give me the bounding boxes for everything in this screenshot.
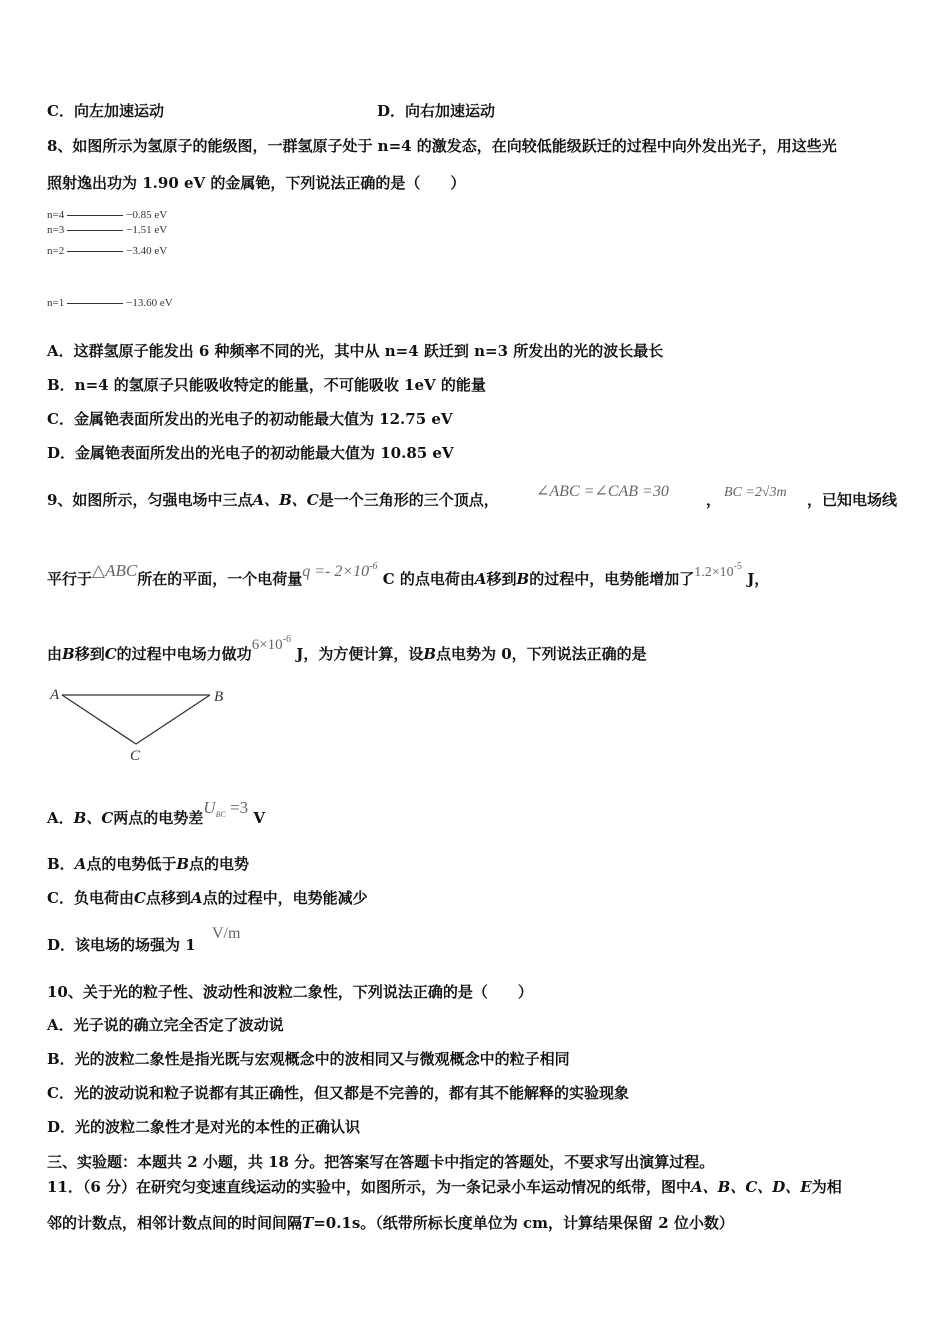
q9-text: 移到 [486,570,517,588]
q8-stem-line1: 8、如图所示为氢原子的能级图，一群氢原子处于 n=4 的激发态，在向较低能级跃迁的过程中向外发出光子，用这些光 [47,137,837,155]
field-unit-text: V/m [212,925,241,942]
q9-option-d: D．该电场的场强为 1 [47,936,196,954]
q11-text: 11．（6 分）在研究匀变速直线运动的实验中，如图所示，为一条记录小车运动情况的纸带，图中 [47,1178,692,1196]
angle-expression: ∠ABC =∠CAB =30 [536,483,669,500]
triangle-expression: △ABC [92,561,138,580]
section-heading: 三、实验题：本题共 2 小题，共 18 分。把答案写在答题卡中指定的答题处，不要求写出演算过程。 [47,1153,715,1171]
bc-expression: BC =2√3m [724,485,787,500]
energy-level-2 [47,245,167,257]
q9-text: J， [741,570,770,588]
point-a: A [190,889,203,907]
q9-comma: ， [706,491,722,509]
bc-formula [724,481,787,504]
q9-option-b [47,853,249,875]
q9-text: 移到 [74,645,105,663]
q8-option-a: A．这群氢原子能发出 6 种频率不同的光，其中从 n=4 跃迁到 n=3 所发出的光的波长最长 [47,342,664,360]
vertex-c-label: C [130,748,141,764]
level-line [67,251,123,252]
q9-text: 是一个三角形的三个顶点， [318,491,499,509]
work-exponent: -6 [282,634,291,645]
point-b: B [62,645,75,663]
q11-stem-line1 [47,1176,842,1198]
q8-option-b: B．n=4 的氢原子只能吸收特定的能量，不可能吸收 1eV 的能量 [47,376,486,394]
q11-text: =0.1s。（纸带所标长度单位为 cm，计算结果保留 2 位小数） [313,1214,734,1232]
energy-formula [694,561,742,580]
voltage-symbol: U [203,798,216,817]
q9-text: 平行于 [47,570,93,588]
q9-text: C 的点电荷由 [377,570,475,588]
option-text: 两点的电势差 [113,809,204,827]
q9-points: A、B、C [252,491,319,509]
level-label: n=3 [47,224,65,236]
option-text: 点移到 [145,889,191,907]
q9-text: 的过程中，电势能增加了 [529,570,695,588]
q11-text: 邻的计数点，相邻计数点间的时间间隔 [47,1214,303,1232]
voltage-value: =3 [225,798,249,817]
option-prefix: C．负电荷由 [47,889,134,907]
q9-text: 由 [47,645,63,663]
q11-stem-line2 [47,1212,734,1234]
level-energy: −3.40 eV [126,245,168,257]
work-base: 6×10 [251,637,283,653]
q9-text: 所在的平面，一个电荷量 [137,570,303,588]
q8-option-d: D．金属铯表面所发出的光电子的初动能最大值为 10.85 eV [47,444,454,462]
level-line [67,230,123,231]
option-text: 点的电势 [189,855,250,873]
vertex-a-label: A [50,687,60,703]
level-label: n=2 [47,245,65,257]
energy-exponent: -5 [733,561,742,572]
q9-stem-line3 [47,634,647,666]
q11-points: A、B、C、D、E [691,1178,812,1196]
voltage-subscript: BC [215,810,226,819]
level-energy: −1.51 eV [126,224,168,236]
option-text: 点的过程中，电势能减少 [202,889,368,907]
point-a: A [74,855,87,873]
vertex-b-label: B [214,689,224,705]
level-label: n=4 [47,209,65,221]
angle-formula [536,480,669,503]
q7-option-c: C．向左加速运动 [47,102,164,120]
q11-text: 为相 [811,1178,842,1196]
point-a: A [474,570,487,588]
q9-text: 点电势为 0，下列说法正确的是 [436,645,647,663]
q10-option-b: B．光的波粒二象性是指光既与宏观概念中的波相同又与微观概念中的粒子相同 [47,1050,570,1068]
triangle-side-ac [62,695,136,744]
q10-option-a: A．光子说的确立完全否定了波动说 [47,1016,284,1034]
energy-level-4 [47,209,167,221]
q10-option-c: C．光的波动说和粒子说都有其正确性，但又都是不完善的，都有其不能解释的实验现象 [47,1084,629,1102]
level-energy: −0.85 eV [126,209,168,221]
q9-text: 的过程中电场力做功 [116,645,252,663]
q9-stem-line1-end: ，已知电场线 [807,491,898,509]
q8-option-c: C．金属铯表面所发出的光电子的初动能最大值为 12.75 eV [47,410,453,428]
level-energy: −13.60 eV [126,297,173,309]
energy-level-3 [47,224,167,236]
energy-base: 1.2×10 [694,565,734,580]
time-symbol: T [302,1214,314,1232]
option-prefix: A． [47,809,74,827]
option-unit: V [248,809,266,827]
energy-level-1 [47,297,173,309]
q7-option-d: D．向右加速运动 [377,102,496,120]
triangle-side-bc [136,695,210,744]
q10-stem: 10、关于光的粒子性、波动性和波粒二象性，下列说法正确的是（ ） [47,983,533,1001]
option-text: 点的电势低于 [86,855,177,873]
q9-text: 9、如图所示，匀强电场中三点 [47,491,253,509]
level-label: n=1 [47,297,65,309]
point-b: B [423,645,437,663]
work-formula [251,634,291,653]
voltage-formula [203,798,248,817]
charge-formula [302,563,377,580]
point-c: C [104,645,117,663]
q10-option-d: D．光的波粒二象性才是对光的本性的正确认识 [47,1118,361,1136]
q9-text: J，为方便计算，设 [291,645,424,663]
point-c: C [133,889,146,907]
level-line [67,303,123,304]
level-line [67,215,123,216]
q8-stem-line2: 照射逸出功为 1.90 eV 的金属铯，下列说法正确的是（ ） [47,174,466,192]
field-unit [212,922,240,945]
charge-exponent: -6 [369,561,378,572]
q9-option-c [47,887,368,909]
point-b: B [176,855,190,873]
q9-stem-line2 [47,561,770,592]
point-b: B [516,570,530,588]
option-prefix: B． [47,855,75,873]
option-points: B、C [73,809,114,827]
triangle-figure [40,680,240,770]
q9-stem-line1 [47,489,499,511]
q9-option-a [47,798,266,836]
charge-base: q =- 2×10 [302,563,370,580]
